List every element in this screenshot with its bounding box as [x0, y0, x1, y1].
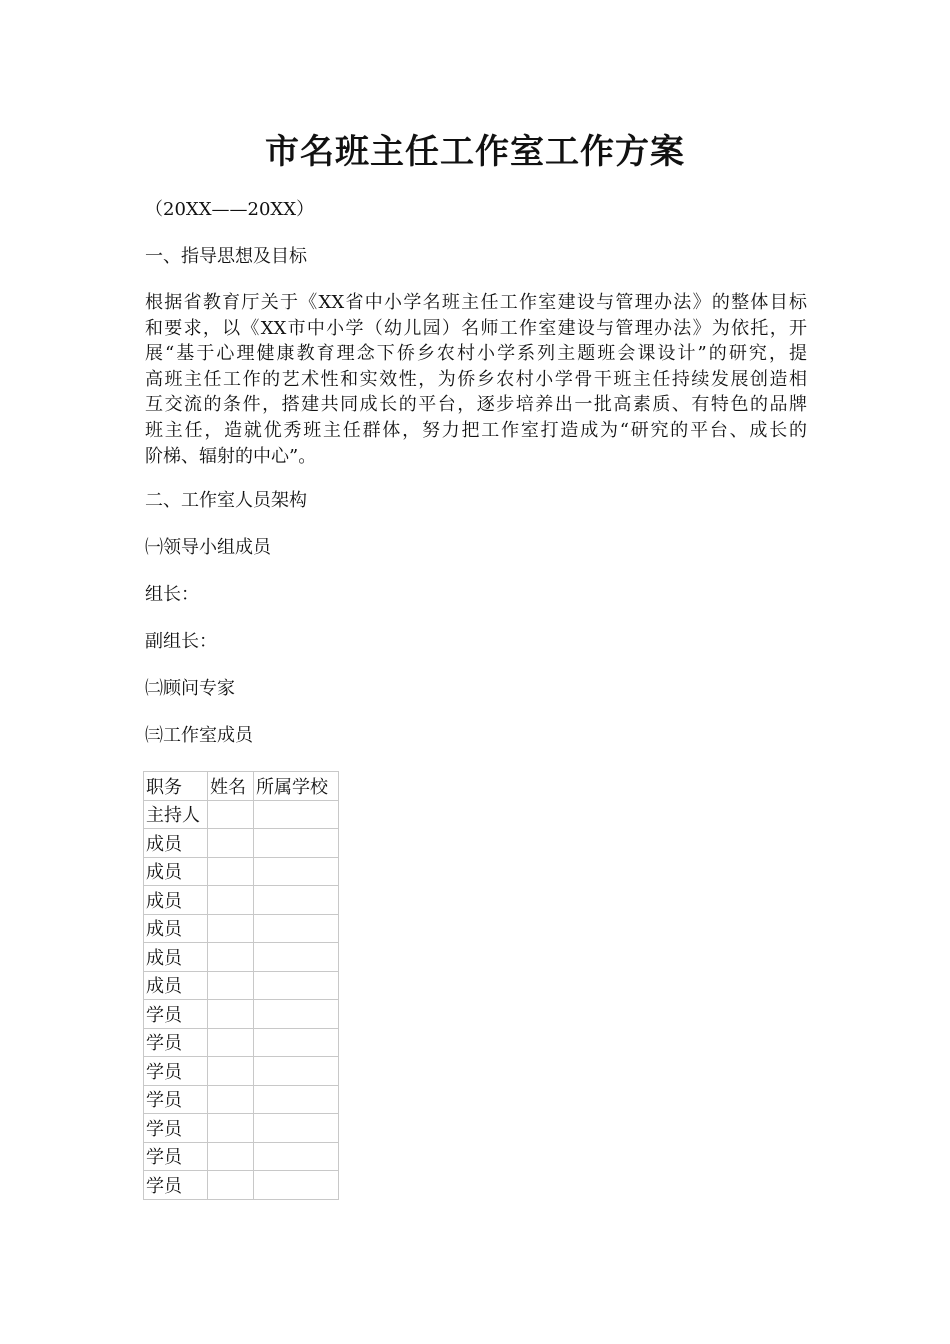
cell-school [254, 800, 339, 829]
table-row [144, 1057, 339, 1086]
cell-school [254, 1057, 339, 1086]
cell-position: 主持人 [144, 800, 208, 829]
table-row [144, 914, 339, 943]
cell-name [208, 800, 254, 829]
cell-name [208, 1142, 254, 1171]
cell-name [208, 1114, 254, 1143]
cell-position: 学员 [144, 1142, 208, 1171]
cell-school [254, 914, 339, 943]
table-row [144, 1000, 339, 1029]
members-table-header-row [144, 772, 339, 801]
cell-name [208, 886, 254, 915]
table-row [144, 1028, 339, 1057]
section1-body-line: 互交流的条件，搭建共同成长的平台，逐步培养出一批高素质、有特色的品牌 [145, 394, 807, 416]
table-row [144, 829, 339, 858]
cell-name [208, 829, 254, 858]
table-row [144, 1114, 339, 1143]
cell-position: 成员 [144, 829, 208, 858]
cell-name [208, 971, 254, 1000]
cell-position: 成员 [144, 971, 208, 1000]
header-school: 所属学校 [254, 772, 339, 801]
cell-position: 学员 [144, 1057, 208, 1086]
table-row [144, 943, 339, 972]
cell-school [254, 857, 339, 886]
cell-name [208, 1085, 254, 1114]
table-row [144, 886, 339, 915]
table-row [144, 1171, 339, 1200]
header-position: 职务 [144, 772, 208, 801]
sub1-heading: ㈠领导小组成员 [145, 537, 271, 558]
cell-position: 学员 [144, 1085, 208, 1114]
section1-heading: 一、指导思想及目标 [145, 246, 307, 267]
sub3-heading: ㈢工作室成员 [145, 725, 253, 746]
section1-body-line: 班主任，造就优秀班主任群体，努力把工作室打造成为“研究的平台、成长的 [145, 419, 807, 441]
cell-position: 成员 [144, 914, 208, 943]
section1-body-line: 阶梯、辐射的中心”。 [145, 445, 317, 467]
cell-position: 学员 [144, 1028, 208, 1057]
section1-body-line: 根据省教育厅关于《XX省中小学名班主任工作室建设与管理办法》的整体目标 [145, 292, 807, 313]
cell-school [254, 971, 339, 1000]
cell-name [208, 943, 254, 972]
section2-heading: 二、工作室人员架构 [145, 490, 307, 511]
document-period: （20XX——20XX） [145, 199, 315, 220]
section1-body-line: 展“基于心理健康教育理念下侨乡农村小学系列主题班会课设计”的研究，提 [145, 343, 807, 365]
section1-body-line: 高班主任工作的艺术性和实效性，为侨乡农村小学骨干班主任持续发展创造相 [145, 368, 807, 390]
cell-school [254, 1028, 339, 1057]
cell-name [208, 1028, 254, 1057]
cell-school [254, 829, 339, 858]
cell-name [208, 1171, 254, 1200]
cell-name [208, 857, 254, 886]
members-table [143, 771, 339, 1200]
table-row [144, 857, 339, 886]
cell-name [208, 914, 254, 943]
members-table-body [144, 800, 339, 1199]
section1-body-line: 和要求，以《XX市中小学（幼儿园）名师工作室建设与管理办法》为依托，开 [145, 317, 807, 339]
table-row [144, 1085, 339, 1114]
cell-school [254, 1114, 339, 1143]
table-row [144, 800, 339, 829]
cell-name [208, 1000, 254, 1029]
table-row [144, 1142, 339, 1171]
cell-position: 学员 [144, 1114, 208, 1143]
cell-position: 学员 [144, 1171, 208, 1200]
deputy-leader-label: 副组长： [145, 631, 217, 652]
cell-position: 成员 [144, 943, 208, 972]
cell-school [254, 1142, 339, 1171]
header-name: 姓名 [208, 772, 254, 801]
document-title: 市名班主任工作室工作方案 [265, 132, 685, 172]
cell-school [254, 943, 339, 972]
cell-position: 成员 [144, 886, 208, 915]
leader-label: 组长： [145, 584, 199, 605]
cell-school [254, 1085, 339, 1114]
cell-name [208, 1057, 254, 1086]
cell-school [254, 1171, 339, 1200]
cell-position: 学员 [144, 1000, 208, 1029]
table-row [144, 971, 339, 1000]
cell-school [254, 886, 339, 915]
cell-position: 成员 [144, 857, 208, 886]
sub2-heading: ㈡顾问专家 [145, 678, 235, 699]
section1-body [145, 290, 807, 469]
cell-school [254, 1000, 339, 1029]
